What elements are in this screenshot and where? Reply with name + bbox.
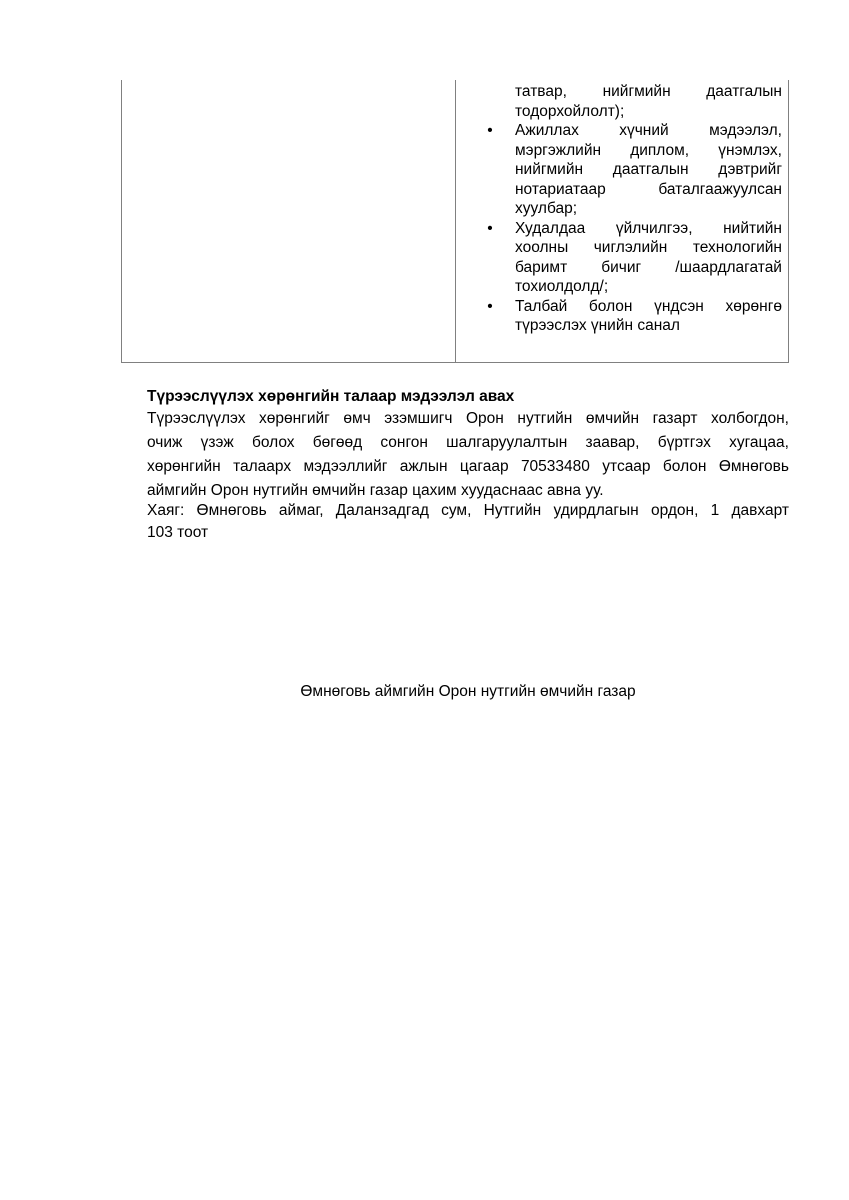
word: бүртгэх — [657, 434, 711, 451]
paragraph-line — [147, 457, 789, 479]
word: 103 тоот — [147, 524, 209, 541]
word: цагаар — [459, 458, 509, 475]
cell-text-line — [515, 102, 782, 122]
bullet-text-line — [515, 316, 782, 336]
paragraph-line — [147, 433, 789, 455]
paragraph-line — [147, 501, 789, 523]
bullet-icon: • — [487, 219, 493, 237]
bullet-text-line — [515, 180, 782, 200]
word: /шаардлагатай — [675, 258, 782, 276]
word: 1 — [710, 502, 720, 519]
word: ажлын — [399, 458, 448, 475]
word: утсаар — [602, 458, 651, 475]
word: удирдлагын — [553, 502, 639, 519]
word: үзэж — [200, 434, 234, 451]
word: нутгийн — [517, 410, 573, 427]
word: газарт — [652, 410, 698, 427]
word: татвар, — [515, 83, 567, 100]
word: нийгмийн — [515, 161, 584, 178]
word: шалгаруулалтын — [446, 434, 568, 451]
word: хөрөнгийг — [259, 410, 330, 427]
word: сум, — [441, 502, 472, 519]
word: Ажиллах — [515, 122, 579, 139]
bullet-text-line — [515, 199, 782, 219]
word: мэдээлэл, — [709, 122, 782, 139]
word: чиглэлийн — [593, 239, 668, 256]
word: Өмнөговь — [718, 458, 789, 475]
word: хуулбар; — [515, 200, 578, 217]
bullet-text-line — [515, 297, 782, 317]
word: диплом, — [630, 141, 690, 159]
bullet-text-line — [515, 121, 782, 141]
word: эзэмшигч — [384, 410, 453, 427]
word: ордон, — [650, 502, 699, 519]
paragraph-line — [147, 409, 789, 431]
word: баримт — [515, 258, 568, 276]
bullet-text-line — [515, 277, 782, 297]
word: тодорхойлолт); — [515, 102, 625, 120]
word: нийгмийн — [602, 83, 671, 100]
paragraph-line — [147, 523, 789, 545]
word: даатгалын — [706, 83, 782, 100]
requirements-table — [121, 80, 789, 363]
word: мэргэжлийн — [515, 141, 602, 159]
word: болон — [662, 458, 707, 475]
bullet-text-line — [515, 219, 782, 239]
word: сонгон — [380, 434, 428, 451]
word: хүчний — [619, 122, 669, 139]
word: давхарт — [731, 502, 789, 519]
word: дэвтрийг — [718, 161, 782, 178]
word: аймгийн Орон нутгийн өмчийн газар цахим хуудаснаас авна уу. — [147, 482, 604, 499]
bullet-text-line — [515, 238, 782, 258]
word: өмчийн — [585, 410, 640, 427]
word: аймаг, — [278, 502, 324, 519]
word: түрээслэх үнийн санал — [515, 317, 680, 334]
word: бичиг — [601, 258, 642, 276]
word: хугацаа, — [729, 434, 789, 451]
word: мэдээллийг — [303, 458, 388, 475]
word: үйлчилгээ, — [615, 219, 693, 237]
section-heading: Түрээслүүлэх хөрөнгийн талаар мэдээлэл авах — [147, 388, 515, 405]
word: очиж — [147, 434, 183, 451]
word: даатгалын — [612, 161, 689, 178]
word: Орон — [466, 410, 504, 427]
word: үнэмлэх, — [718, 141, 782, 159]
word: холбогдон, — [711, 410, 789, 427]
word: болох — [251, 434, 295, 451]
word: нотариатаар — [515, 180, 606, 198]
word: талаарх — [233, 458, 292, 475]
bullet-text-line — [515, 160, 782, 180]
bullet-icon: • — [487, 122, 493, 139]
issuer-signature-line: Өмнөговь аймгийн Орон нутгийн өмчийн газар — [300, 683, 636, 700]
word: Түрээслүүлэх — [147, 410, 246, 427]
word: үндсэн — [654, 297, 704, 315]
word: хөрөнгө — [725, 297, 782, 315]
word: Өмнөговь — [196, 502, 267, 519]
table-right-cell — [456, 80, 788, 362]
word: тохиолдолд/; — [515, 278, 609, 295]
word: Талбай — [515, 297, 568, 315]
word: бөгөөд — [312, 434, 363, 451]
word: хоолны — [515, 239, 569, 256]
paragraph-line — [147, 481, 789, 503]
word: Хаяг: — [147, 502, 185, 519]
cell-text-line — [515, 82, 782, 102]
bullet-icon: • — [487, 297, 493, 315]
word: технологийн — [692, 239, 782, 256]
word: хөрөнгийн — [147, 458, 221, 475]
word: баталгаажуулсан — [658, 180, 782, 198]
word: болон — [588, 297, 633, 315]
word: заавар, — [585, 434, 640, 451]
word: Худалдаа — [515, 219, 586, 237]
bullet-text-line — [515, 141, 782, 161]
word: нийтийн — [723, 219, 782, 237]
bullet-text-line — [515, 258, 782, 278]
word: 70533480 — [520, 458, 590, 475]
word: Нутгийн — [483, 502, 542, 519]
word: өмч — [343, 410, 371, 427]
word: Даланзадгад — [335, 502, 429, 519]
